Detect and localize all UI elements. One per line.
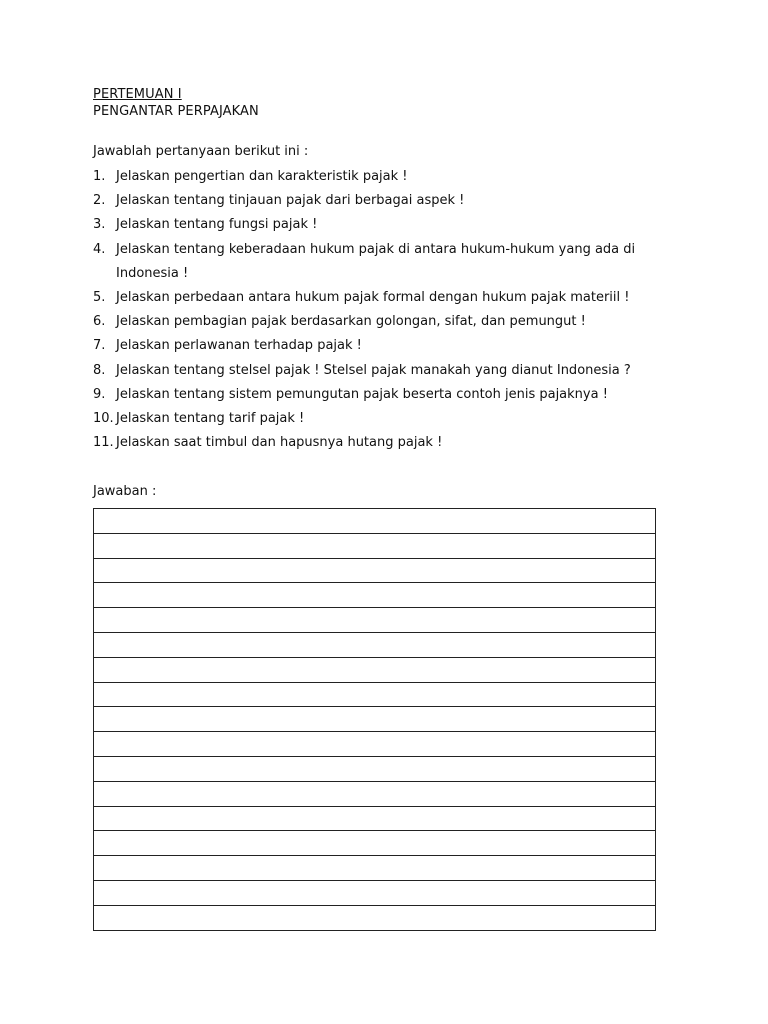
instructions: Jawablah pertanyaan berikut ini : (93, 144, 309, 159)
answer-row (94, 707, 656, 732)
question-item (93, 383, 693, 407)
question-text: Jelaskan tentang fungsi pajak ! (116, 217, 318, 233)
question-text: Jelaskan pembagian pajak berdasarkan golongan, sifat, dan pemungut ! (116, 314, 586, 330)
answer-row (94, 806, 656, 831)
answer-cell[interactable] (94, 608, 656, 633)
answer-cell[interactable] (94, 856, 656, 881)
question-number: 1. (93, 169, 106, 184)
meeting-title: PERTEMUAN I (93, 87, 182, 102)
answer-cell[interactable] (94, 583, 656, 608)
question-item (93, 238, 693, 286)
answer-cell[interactable] (94, 558, 656, 583)
answer-row (94, 682, 656, 707)
answer-row (94, 880, 656, 905)
question-item (93, 310, 693, 334)
question-text: Jelaskan pengertian dan karakteristik pajak ! (116, 169, 408, 184)
answer-cell[interactable] (94, 657, 656, 682)
question-number: 3. (93, 217, 106, 233)
answer-table (93, 508, 656, 931)
answer-cell[interactable] (94, 781, 656, 806)
question-item (93, 431, 693, 455)
question-number: 6. (93, 314, 106, 330)
answer-row (94, 558, 656, 583)
question-item (93, 286, 693, 310)
answer-cell[interactable] (94, 831, 656, 856)
answer-cell[interactable] (94, 732, 656, 757)
answer-cell[interactable] (94, 756, 656, 781)
answer-row (94, 831, 656, 856)
question-item (93, 334, 693, 358)
question-number: 4. (93, 241, 106, 257)
answer-row (94, 781, 656, 806)
answer-row (94, 632, 656, 657)
answer-row (94, 756, 656, 781)
document-title (93, 86, 259, 120)
answer-cell[interactable] (94, 533, 656, 558)
question-text: Jelaskan perlawanan terhadap pajak ! (116, 338, 362, 354)
question-text: Jelaskan tentang stelsel pajak ! Stelsel pajak manakah yang dianut Indonesia ? (116, 362, 631, 378)
answer-cell[interactable] (94, 905, 656, 930)
question-text: Jelaskan perbedaan antara hukum pajak formal dengan hukum pajak materiil ! (116, 290, 630, 306)
question-text: Jelaskan tentang sistem pemungutan pajak beserta contoh jenis pajaknya ! (116, 386, 608, 402)
question-number: 9. (93, 386, 106, 402)
topic-title: PENGANTAR PERPAJAKAN (93, 104, 259, 119)
question-number: 8. (93, 362, 106, 378)
answer-cell[interactable] (94, 682, 656, 707)
question-text: Jelaskan tentang keberadaan hukum pajak di antara hukum-hukum yang ada di Indonesia ! (116, 241, 636, 281)
answer-row (94, 856, 656, 881)
question-item (93, 165, 693, 189)
answer-row (94, 509, 656, 534)
question-number: 5. (93, 290, 106, 306)
question-text: Jelaskan saat timbul dan hapusnya hutang pajak ! (116, 435, 443, 451)
question-item (93, 359, 693, 383)
answer-cell[interactable] (94, 707, 656, 732)
answer-cell[interactable] (94, 806, 656, 831)
answer-row (94, 905, 656, 930)
question-number: 2. (93, 193, 106, 209)
answer-cell[interactable] (94, 880, 656, 905)
answer-cell[interactable] (94, 632, 656, 657)
answer-cell[interactable] (94, 509, 656, 534)
question-item (93, 407, 693, 431)
question-item (93, 213, 693, 237)
question-text: Jelaskan tentang tarif pajak ! (116, 411, 305, 427)
answer-row (94, 608, 656, 633)
question-list (93, 165, 693, 455)
question-number: 10. (93, 411, 114, 427)
answer-row (94, 583, 656, 608)
answer-row (94, 657, 656, 682)
question-item (93, 189, 693, 213)
question-number: 11. (93, 435, 114, 451)
answer-label: Jawaban : (93, 484, 157, 499)
answer-row (94, 533, 656, 558)
question-text: Jelaskan tentang tinjauan pajak dari berbagai aspek ! (116, 193, 465, 209)
answer-row (94, 732, 656, 757)
question-number: 7. (93, 338, 106, 354)
